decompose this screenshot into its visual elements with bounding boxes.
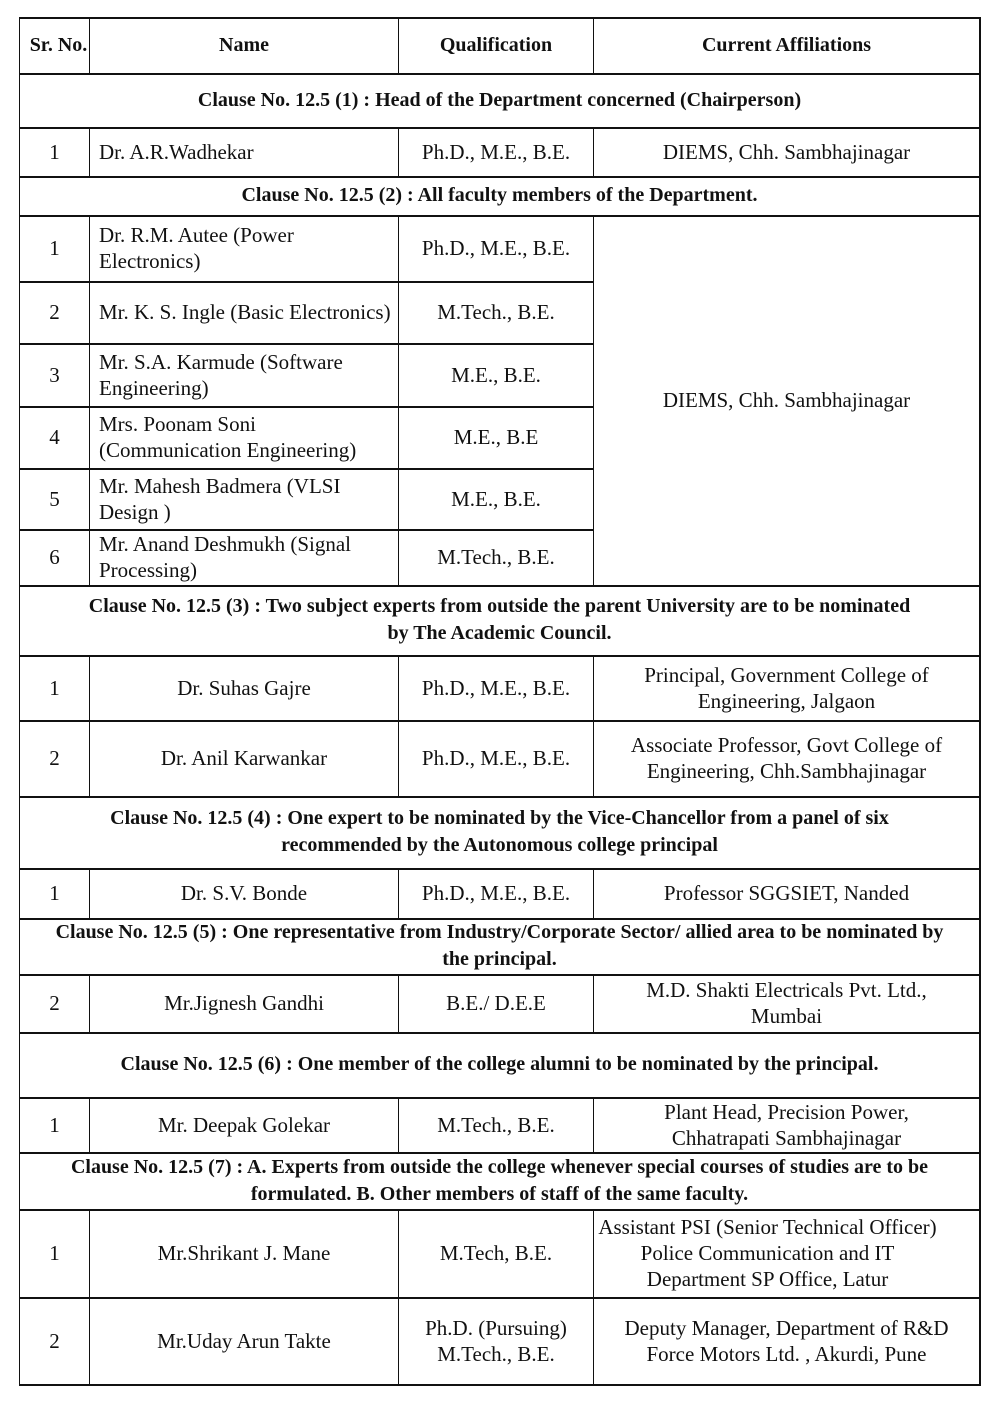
affiliation: Assistant PSI (Senior Technical Officer) Police Communication and IT Department SP Office, Latur xyxy=(593,1209,981,1297)
divider xyxy=(19,176,981,178)
qualification: M.Tech, B.E. xyxy=(398,1209,593,1297)
divider xyxy=(19,17,981,19)
table-row xyxy=(19,127,981,176)
divider xyxy=(19,343,593,345)
divider xyxy=(19,281,593,283)
qualification: M.E., B.E xyxy=(398,406,593,468)
member-name: Mr. K. S. Ingle (Basic Electronics) xyxy=(89,281,398,343)
affiliation: Deputy Manager, Department of R&D Force Motors Ltd. , Akurdi, Pune xyxy=(593,1297,981,1384)
clause-heading: Clause No. 12.5 (2) : All faculty members of the Department. xyxy=(19,176,981,215)
clause-heading: Clause No. 12.5 (5) : One representative from Industry/Corporate Sector/ allied area to be nominated by the principal. xyxy=(19,918,981,974)
table-row xyxy=(19,868,981,918)
sr-no: 1 xyxy=(19,868,89,918)
sr-no: 2 xyxy=(19,1297,89,1384)
member-name: Dr. Suhas Gajre xyxy=(89,655,398,720)
sr-no: 5 xyxy=(19,468,89,529)
member-name: Mr. Anand Deshmukh (Signal Processing) xyxy=(89,529,398,585)
sr-no: 2 xyxy=(19,720,89,796)
affiliation: DIEMS, Chh. Sambhajinagar xyxy=(593,127,981,176)
merged-affiliation: DIEMS, Chh. Sambhajinagar xyxy=(593,215,981,585)
table-row xyxy=(19,655,981,720)
divider xyxy=(19,868,981,870)
qualification: M.Tech., B.E. xyxy=(398,281,593,343)
qualification: Ph.D. (Pursuing) M.Tech., B.E. xyxy=(398,1297,593,1384)
qualification: Ph.D., M.E., B.E. xyxy=(398,868,593,918)
divider xyxy=(19,73,981,75)
affiliation: Professor SGGSIET, Nanded xyxy=(593,868,981,918)
qualification: Ph.D., M.E., B.E. xyxy=(398,127,593,176)
table-row xyxy=(19,720,981,796)
divider xyxy=(19,127,981,129)
qualification: Ph.D., M.E., B.E. xyxy=(398,215,593,281)
divider xyxy=(19,1097,981,1099)
qualification: M.E., B.E. xyxy=(398,468,593,529)
sr-no: 1 xyxy=(19,1209,89,1297)
sr-no: 2 xyxy=(19,281,89,343)
divider xyxy=(19,796,981,798)
member-name: Dr. S.V. Bonde xyxy=(89,868,398,918)
qualification: B.E./ D.E.E xyxy=(398,974,593,1032)
table-row xyxy=(19,1097,981,1152)
member-name: Mr. S.A. Karmude (Software Engineering) xyxy=(89,343,398,406)
table-row xyxy=(19,1209,981,1297)
member-name: Dr. Anil Karwankar xyxy=(89,720,398,796)
divider xyxy=(19,918,981,920)
sr-no: 1 xyxy=(19,127,89,176)
sr-no: 1 xyxy=(19,215,89,281)
table-header xyxy=(19,17,981,73)
qualification: Ph.D., M.E., B.E. xyxy=(398,655,593,720)
table-row xyxy=(19,1297,981,1384)
qualification: M.Tech., B.E. xyxy=(398,1097,593,1152)
qualification: M.Tech., B.E. xyxy=(398,529,593,585)
divider xyxy=(19,585,981,587)
divider xyxy=(19,468,593,470)
header-sr-no: Sr. No. xyxy=(19,17,89,73)
divider xyxy=(19,529,593,531)
qualification: M.E., B.E. xyxy=(398,343,593,406)
member-name: Dr. R.M. Autee (Power Electronics) xyxy=(89,215,398,281)
sr-no: 1 xyxy=(19,1097,89,1152)
sr-no: 4 xyxy=(19,406,89,468)
affiliation: Associate Professor, Govt College of Engineering, Chh.Sambhajinagar xyxy=(593,720,981,796)
member-name: Dr. A.R.Wadhekar xyxy=(89,127,398,176)
divider xyxy=(19,720,981,722)
divider xyxy=(19,1032,981,1034)
affiliation: Plant Head, Precision Power, Chhatrapati Sambhajinagar xyxy=(593,1097,981,1152)
sr-no: 2 xyxy=(19,974,89,1032)
member-name: Mrs. Poonam Soni (Communication Engineering) xyxy=(89,406,398,468)
divider xyxy=(19,1152,981,1154)
member-name: Mr.Uday Arun Takte xyxy=(89,1297,398,1384)
divider xyxy=(19,1209,981,1211)
member-name: Mr. Deepak Golekar xyxy=(89,1097,398,1152)
clause-heading: Clause No. 12.5 (4) : One expert to be nominated by the Vice-Chancellor from a panel of six recommended by the Autonomous college principal xyxy=(19,796,981,868)
clause-heading: Clause No. 12.5 (6) : One member of the college alumni to be nominated by the principal. xyxy=(19,1032,981,1097)
header-qualification: Qualification xyxy=(398,17,593,73)
member-name: Mr. Mahesh Badmera (VLSI Design ) xyxy=(89,468,398,529)
sr-no: 3 xyxy=(19,343,89,406)
header-affiliation: Current Affiliations xyxy=(593,17,981,73)
member-name: Mr.Shrikant J. Mane xyxy=(89,1209,398,1297)
affiliation: Principal, Government College of Engineering, Jalgaon xyxy=(593,655,981,720)
clause-heading: Clause No. 12.5 (1) : Head of the Department concerned (Chairperson) xyxy=(19,73,981,127)
clause-heading: Clause No. 12.5 (7) : A. Experts from outside the college whenever special courses of studies are to be formulated. B. Other members of staff of the same faculty. xyxy=(19,1152,981,1209)
sr-no: 6 xyxy=(19,529,89,585)
divider xyxy=(19,1384,981,1386)
table-row xyxy=(19,974,981,1032)
divider xyxy=(19,974,981,976)
divider xyxy=(19,655,981,657)
divider xyxy=(19,215,981,217)
sr-no: 1 xyxy=(19,655,89,720)
clause-heading: Clause No. 12.5 (3) : Two subject experts from outside the parent University are to be nominated by The Academic Council. xyxy=(19,585,981,655)
divider xyxy=(19,1297,981,1299)
affiliation: M.D. Shakti Electricals Pvt. Ltd., Mumbai xyxy=(593,974,981,1032)
qualification: Ph.D., M.E., B.E. xyxy=(398,720,593,796)
divider xyxy=(19,406,593,408)
header-name: Name xyxy=(89,17,398,73)
member-name: Mr.Jignesh Gandhi xyxy=(89,974,398,1032)
